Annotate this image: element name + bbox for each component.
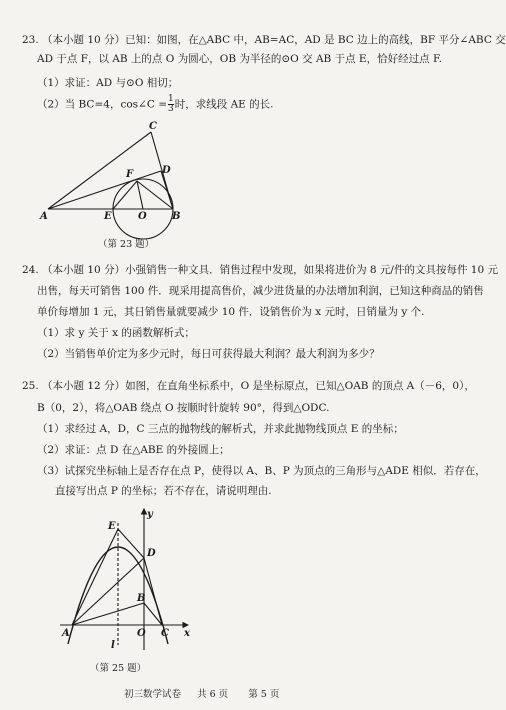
q23-part2-pre: （2）当 BC=4，cos∠C = bbox=[37, 98, 167, 111]
q23-frac-num: 1 bbox=[168, 94, 174, 104]
q23-fraction bbox=[168, 95, 174, 114]
q24-line3: 单价每增加 1 元，其日销售量就要减少 10 件．设销售价为 x 元时，日销量为 y 个. bbox=[37, 306, 425, 318]
segment-ac bbox=[48, 132, 151, 209]
q25-part2: （2）求证：点 D 在△ABE 的外接圆上； bbox=[37, 444, 230, 456]
footer-total: 共 6 页 bbox=[197, 689, 229, 700]
label-c: C bbox=[149, 121, 157, 132]
q24-line1: 24. （本小题 10 分）小强销售一种文具．销售过程中发现，如果将进价为 8 元/件的文具按每件 10 元 bbox=[22, 264, 498, 276]
q24-part2: （2）当销售单价定为多少元时，每日可获得最大利润？最大利润为多少？ bbox=[37, 348, 380, 360]
label-f: F bbox=[126, 169, 134, 180]
segment-ad bbox=[48, 171, 161, 209]
q23-line1: 23. （本小题 10 分）已知：如图，在△ABC 中，AB=AC，AD 是 BC 边上的高线，BF 平分∠ABC 交 bbox=[22, 34, 506, 46]
q24-part1: （1）求 y 关于 x 的函数解析式； bbox=[37, 327, 195, 339]
label-c: C bbox=[161, 628, 169, 639]
q25-part3-line1: （3）试探究坐标轴上是否存在点 P，使得以 A、B、P 为顶点的三角形与△ADE 相似．若存在， bbox=[37, 465, 486, 477]
q23-part1: （1）求证：AD 与⊙O 相切； bbox=[37, 77, 179, 89]
label-x: x bbox=[184, 628, 190, 639]
q23-frac-den: 3 bbox=[168, 104, 174, 114]
label-d: D bbox=[162, 165, 171, 176]
q25-line1: 25. （本小题 12 分）如图，在直角坐标系中，O 是坐标原点，已知△OAB 的顶点 A（－6，0）， bbox=[22, 380, 475, 392]
label-b: B bbox=[137, 593, 146, 604]
segment-db bbox=[161, 171, 173, 209]
label-e: E bbox=[108, 521, 116, 532]
label-o: O bbox=[137, 628, 146, 639]
footer-exam: 初三数学试卷 bbox=[124, 689, 182, 700]
label-a: A bbox=[62, 628, 70, 639]
label-y: y bbox=[147, 509, 153, 520]
label-d: D bbox=[147, 548, 156, 559]
segment-ae bbox=[72, 529, 118, 625]
q23-caption: （第 23 题） bbox=[98, 239, 155, 250]
segment-dc bbox=[144, 558, 162, 625]
q23-part2-post: 时，求线段 AE 的长. bbox=[174, 98, 274, 111]
q23-figure bbox=[40, 120, 200, 225]
label-o: O bbox=[138, 211, 147, 222]
label-b: B bbox=[172, 211, 181, 222]
q25-part1: （1）求经过 A，D，C 三点的抛物线的解析式，并求此抛物线顶点 E 的坐标； bbox=[37, 423, 404, 435]
label-a: A bbox=[40, 211, 48, 222]
q23-part2 bbox=[37, 95, 274, 114]
q25-caption: （第 25 题） bbox=[90, 663, 147, 674]
label-l: l bbox=[111, 640, 115, 651]
footer bbox=[124, 690, 279, 701]
q25-figure bbox=[60, 505, 200, 655]
segment-ab bbox=[72, 603, 144, 625]
footer-page: 第 5 页 bbox=[248, 689, 280, 700]
q25-line2: B（0，2），将△OAB 绕点 O 按顺时针旋转 90°，得到△ODC. bbox=[37, 402, 330, 414]
label-e: E bbox=[104, 211, 112, 222]
q25-part3-line2: 直接写出点 P 的坐标；若不存在，请说明理由. bbox=[55, 485, 272, 497]
q23-line2: AD 于点 F，以 AB 上的点 O 为圆心，OB 为半径的⊙O 交 AB 于点 E，恰好经过点 F. bbox=[37, 53, 442, 65]
q24-line2: 出售，每天可销售 100 件．现采用提高售价，减少进货量的办法增加利润，已知这种商品的销售 bbox=[37, 285, 484, 297]
segment-ad bbox=[72, 558, 144, 625]
